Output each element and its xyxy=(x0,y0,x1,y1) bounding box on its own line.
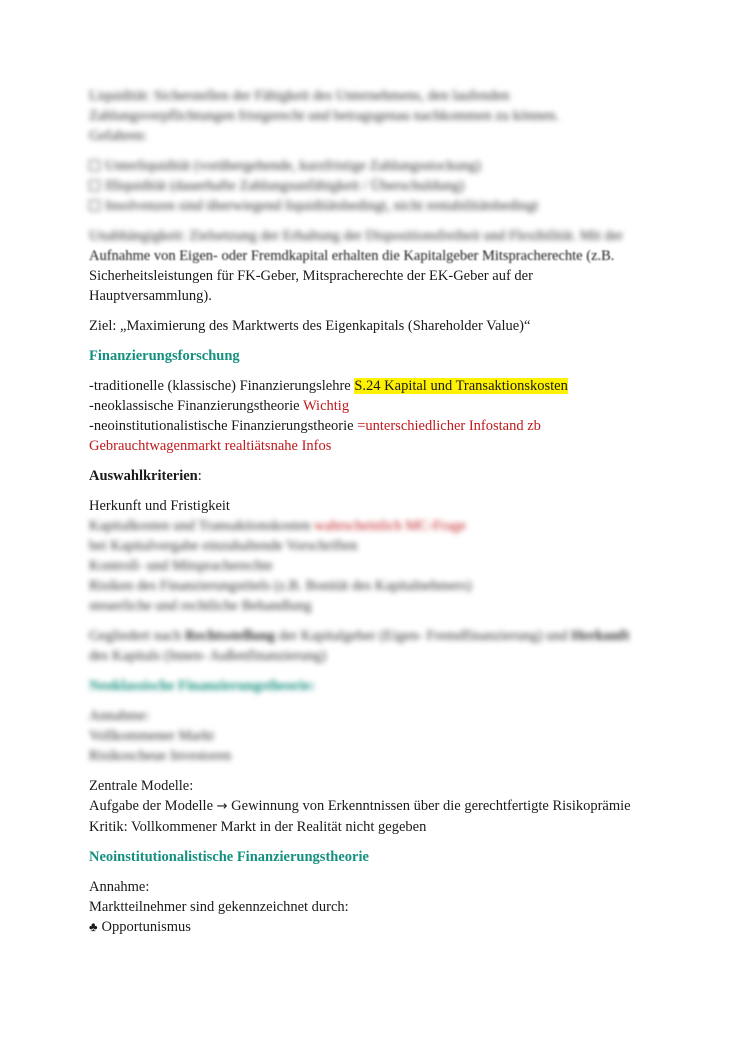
club-bullet-icon: ♣ xyxy=(89,919,98,934)
structure-line: des Kapitals (Innen- Außenfinanzierung) xyxy=(89,648,327,664)
checkbox-icon xyxy=(89,200,100,211)
criteria-item: Herkunft und Fristigkeit xyxy=(89,498,230,514)
neoinst-heading: Neoinstitutionalistische Finanzierungstheorie xyxy=(89,849,369,865)
criteria-item: bei Kapitalvergabe einzuhaltende Vorschriften xyxy=(89,538,358,554)
highlight-note: S.24 Kapital und Transaktionskosten xyxy=(354,378,568,394)
red-note: Wichtig xyxy=(302,398,350,414)
research-line: -traditionelle (klassische) Finanzierungslehre S.24 Kapital und Transaktionskosten xyxy=(89,378,568,394)
independence-line: Aufnahme von Eigen- oder Fremdkapital erhalten die Kapitalgeber Mitspracherechte (z.B. xyxy=(89,248,615,264)
liquidity-line: Zahlungsverpflichtungen fristgerecht und betragsgenau nachkommen zu können. xyxy=(89,108,559,124)
neoinst-bullet-item: ♣ Opportunismus xyxy=(89,919,191,935)
liquidity-section xyxy=(89,86,669,246)
models-task: Aufgabe der Modelle → Gewinnung von Erkenntnissen über die gerechtfertigte Risikoprämie xyxy=(89,798,631,814)
red-note: Gebrauchtwagenmarkt realtiätsnahe Infos xyxy=(89,438,332,454)
research-heading: Finanzierungsforschung xyxy=(89,348,240,364)
models-label: Zentrale Modelle: xyxy=(89,778,194,794)
structure-line: Gegliedert nach Rechtsstellung der Kapitalgeber (Eigen- Fremdfinanzierung) und Herkunft xyxy=(89,628,630,644)
document-page xyxy=(89,86,669,937)
models-critique: Kritik: Vollkommener Markt in der Realität nicht gegeben xyxy=(89,819,427,835)
independence-line: Hauptversammlung). xyxy=(89,288,212,304)
research-line: -neoklassische Finanzierungstheorie Wichtig xyxy=(89,398,350,414)
arrow-right-icon: → xyxy=(216,799,228,814)
neoinst-line: Annahme: xyxy=(89,879,150,895)
independence-line: Sicherheitsleistungen für FK-Geber, Mitspracherechte der EK-Geber auf der xyxy=(89,268,533,284)
criteria-item: Kontroll- und Mitspracherechte xyxy=(89,558,273,574)
liquidity-line: Liquidität: Sicherstellen der Fähigkeit des Unternehmens, den laufenden xyxy=(89,88,510,104)
criteria-item: steuerliche und rechtliche Behandlung xyxy=(89,598,312,614)
neoclassic-line: Vollkommener Markt xyxy=(89,728,214,744)
criteria-blurred-list xyxy=(89,516,669,766)
research-line: -neoinstitutionalistische Finanzierungstheorie =unterschiedlicher Infostand zb xyxy=(89,418,541,434)
neoclassic-line: Risikoscheue Investoren xyxy=(89,748,232,764)
criteria-heading: Auswahlkriterien: xyxy=(89,468,202,484)
criteria-item: Kapitalkosten und Transaktionskosten wahrscheinlich MC-Frage xyxy=(89,518,466,534)
liquidity-line: Gefahren: xyxy=(89,128,147,144)
danger-item: Illiquidität (dauerhafte Zahlungsunfähigkeit / Überschuldung) xyxy=(89,176,669,196)
neoclassic-line: Annahme: xyxy=(89,708,150,724)
danger-item: Unterliquidität (vorübergehende, kurzfristige Zahlungsstockung) xyxy=(89,156,669,176)
neoclassic-heading: Neoklassische Finanzierungstheorie: xyxy=(89,678,315,694)
independence-line: Unabhängigkeit: Zielsetzung der Erhaltung der Dispositionsfreiheit und Flexibilität. Mit der xyxy=(89,228,623,244)
checkbox-icon xyxy=(89,160,100,171)
checkbox-icon xyxy=(89,180,100,191)
criteria-item: Risiken des Finanzierungstitels (z.B. Bonität des Kapitalnehmers) xyxy=(89,578,472,594)
danger-item: Insolvenzen sind überwiegend liquiditätsbedingt, nicht rentabilitätsbedingt xyxy=(89,196,669,216)
goal-text: Ziel: „Maximierung des Marktwerts des Eigenkapitals (Shareholder Value)“ xyxy=(89,318,531,334)
neoinst-line: Marktteilnehmer sind gekennzeichnet durch: xyxy=(89,899,349,915)
red-note: =unterschiedlicher Infostand zb xyxy=(357,418,541,434)
